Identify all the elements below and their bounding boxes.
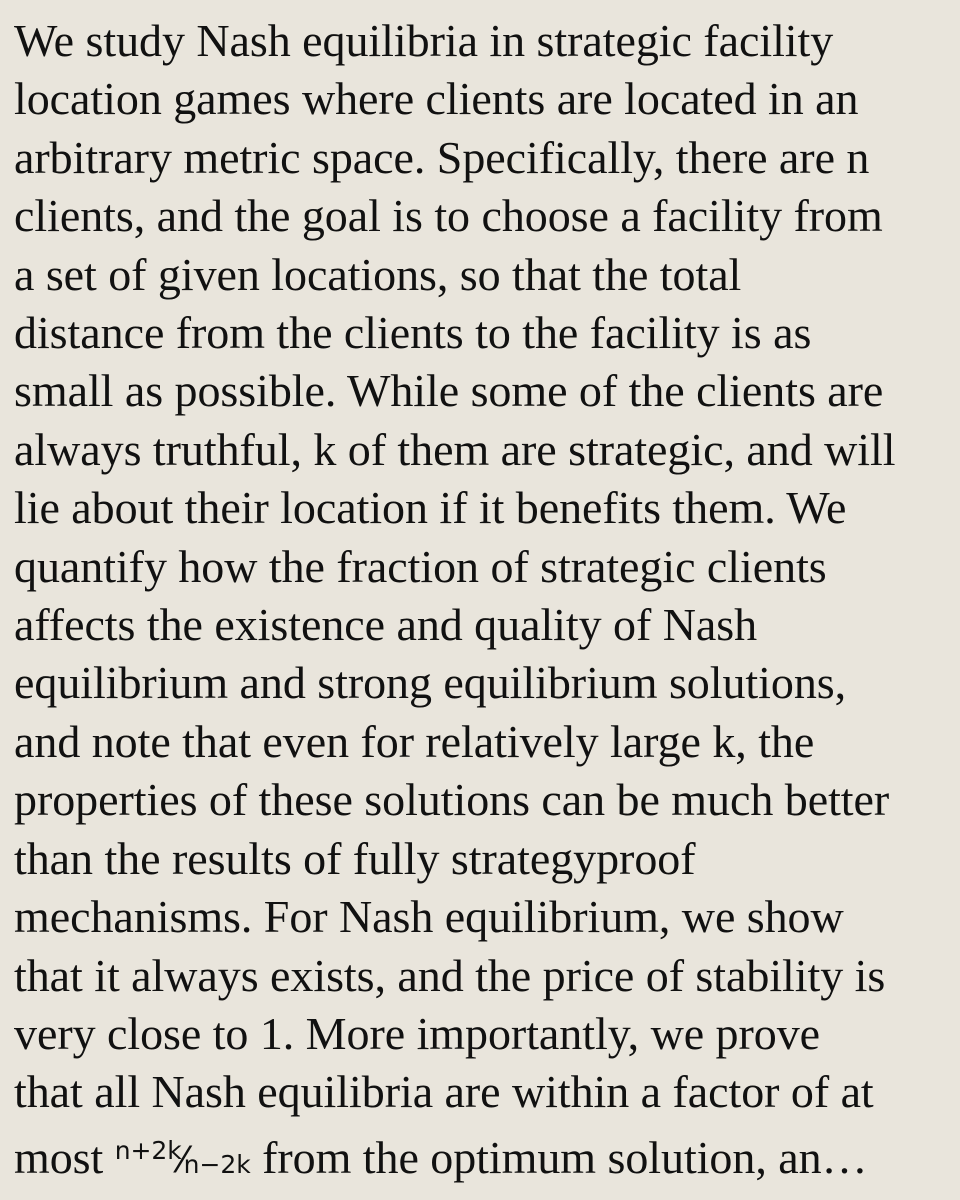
abstract-line: small as possible. While some of the clients are (14, 365, 884, 417)
abstract-line: clients, and the goal is to choose a facility from (14, 190, 883, 242)
abstract-line: arbitrary metric space. Specifically, there are n (14, 131, 870, 183)
abstract-line: properties of these solutions can be much better (14, 774, 890, 826)
abstract-line: quantify how the fraction of strategic clients (14, 540, 827, 592)
abstract-line: that all Nash equilibria are within a factor of at (14, 1066, 874, 1118)
abstract-text (14, 12, 954, 1194)
abstract-line: We study Nash equilibria in strategic facility (14, 15, 834, 66)
abstract-line: distance from the clients to the facility is as (14, 307, 812, 359)
last-line-trailing-text: from the optimum solution, an… (250, 1131, 868, 1183)
abstract-line: than the results of fully strategyproof (14, 832, 696, 884)
abstract-line: always truthful, k of them are strategic, and will (14, 423, 896, 475)
abstract-line: affects the existence and quality of Nash (14, 599, 758, 651)
fraction-slash: ⁄ (179, 1140, 186, 1182)
abstract-line: lie about their location if it benefits them. We (14, 482, 847, 534)
abstract-line: location games where clients are located in an (14, 73, 859, 125)
abstract-line: that it always exists, and the price of stability is (14, 949, 886, 1001)
abstract-line: very close to 1. More importantly, we prove (14, 1007, 821, 1059)
abstract-last-line (14, 1122, 954, 1194)
abstract-line: equilibrium and strong equilibrium solutions, (14, 657, 847, 709)
last-line-lead-text: most (14, 1131, 115, 1183)
fraction-numerator: n+2k (114, 1135, 182, 1165)
fraction-denominator: n−2k (183, 1149, 251, 1179)
abstract-line: a set of given locations, so that the total (14, 248, 742, 300)
abstract-line: mechanisms. For Nash equilibrium, we show (14, 891, 844, 943)
abstract-line: and note that even for relatively large k, the (14, 715, 815, 767)
fraction (115, 1122, 251, 1194)
